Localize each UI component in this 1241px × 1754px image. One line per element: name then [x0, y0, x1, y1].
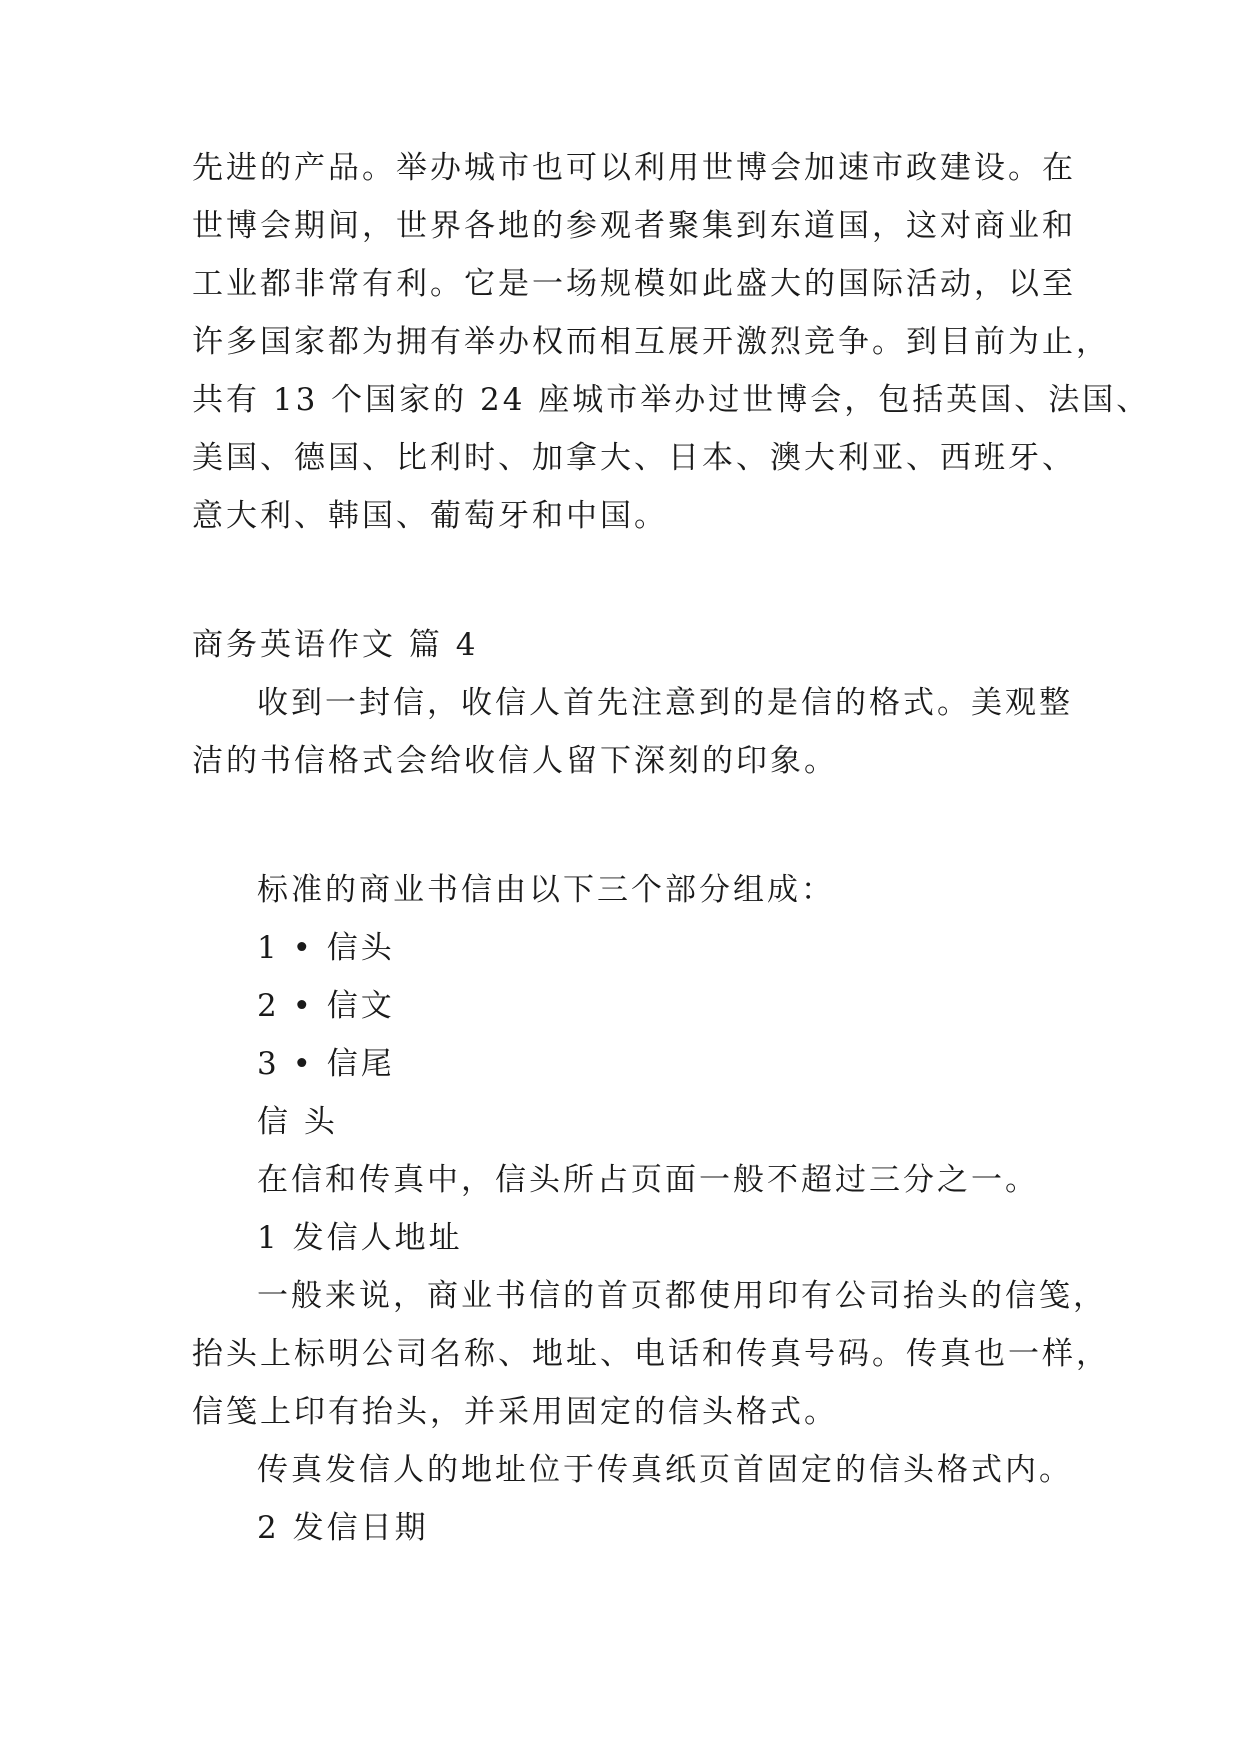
sender-address-heading: 1 发信人地址	[257, 1220, 463, 1256]
sender-address-text-line: 信笺上印有抬头，并采用固定的信头格式。	[192, 1394, 838, 1430]
body-text-line: 许多国家都为拥有举办权而相互展开激烈竞争。到目前为止，	[192, 324, 1110, 360]
part-item: 3 • 信尾	[257, 1046, 395, 1082]
structure-intro: 标准的商业书信由以下三个部分组成：	[257, 872, 835, 908]
body-text-line: 先进的产品。举办城市也可以利用世博会加速市政建设。在	[192, 150, 1076, 186]
letterhead-description: 在信和传真中，信头所占页面一般不超过三分之一。	[257, 1162, 1039, 1198]
intro-text-line: 洁的书信格式会给收信人留下深刻的印象。	[192, 743, 838, 779]
body-text-line: 美国、德国、比利时、加拿大、日本、澳大利亚、西班牙、	[192, 440, 1076, 476]
body-text-line: 意大利、韩国、葡萄牙和中国。	[192, 498, 668, 534]
body-text-line: 世博会期间，世界各地的参观者聚集到东道国，这对商业和	[192, 208, 1076, 244]
sender-address-text-line: 抬头上标明公司名称、地址、电话和传真号码。传真也一样，	[192, 1336, 1110, 1372]
body-text-line: 工业都非常有利。它是一场规模如此盛大的国际活动，以至	[192, 266, 1076, 302]
intro-text-line: 收到一封信，收信人首先注意到的是信的格式。美观整	[257, 685, 1073, 721]
part-item: 2 • 信文	[257, 988, 395, 1024]
body-text-line: 共有 13 个国家的 24 座城市举办过世博会，包括英国、法国、	[192, 382, 1151, 418]
fax-note: 传真发信人的地址位于传真纸页首固定的信头格式内。	[257, 1452, 1073, 1488]
send-date-heading: 2 发信日期	[257, 1510, 429, 1546]
letterhead-heading: 信 头	[257, 1104, 338, 1140]
part-item: 1 • 信头	[257, 930, 395, 966]
section-heading: 商务英语作文 篇 4	[192, 627, 479, 663]
sender-address-text-line: 一般来说，商业书信的首页都使用印有公司抬头的信笺，	[257, 1278, 1107, 1314]
